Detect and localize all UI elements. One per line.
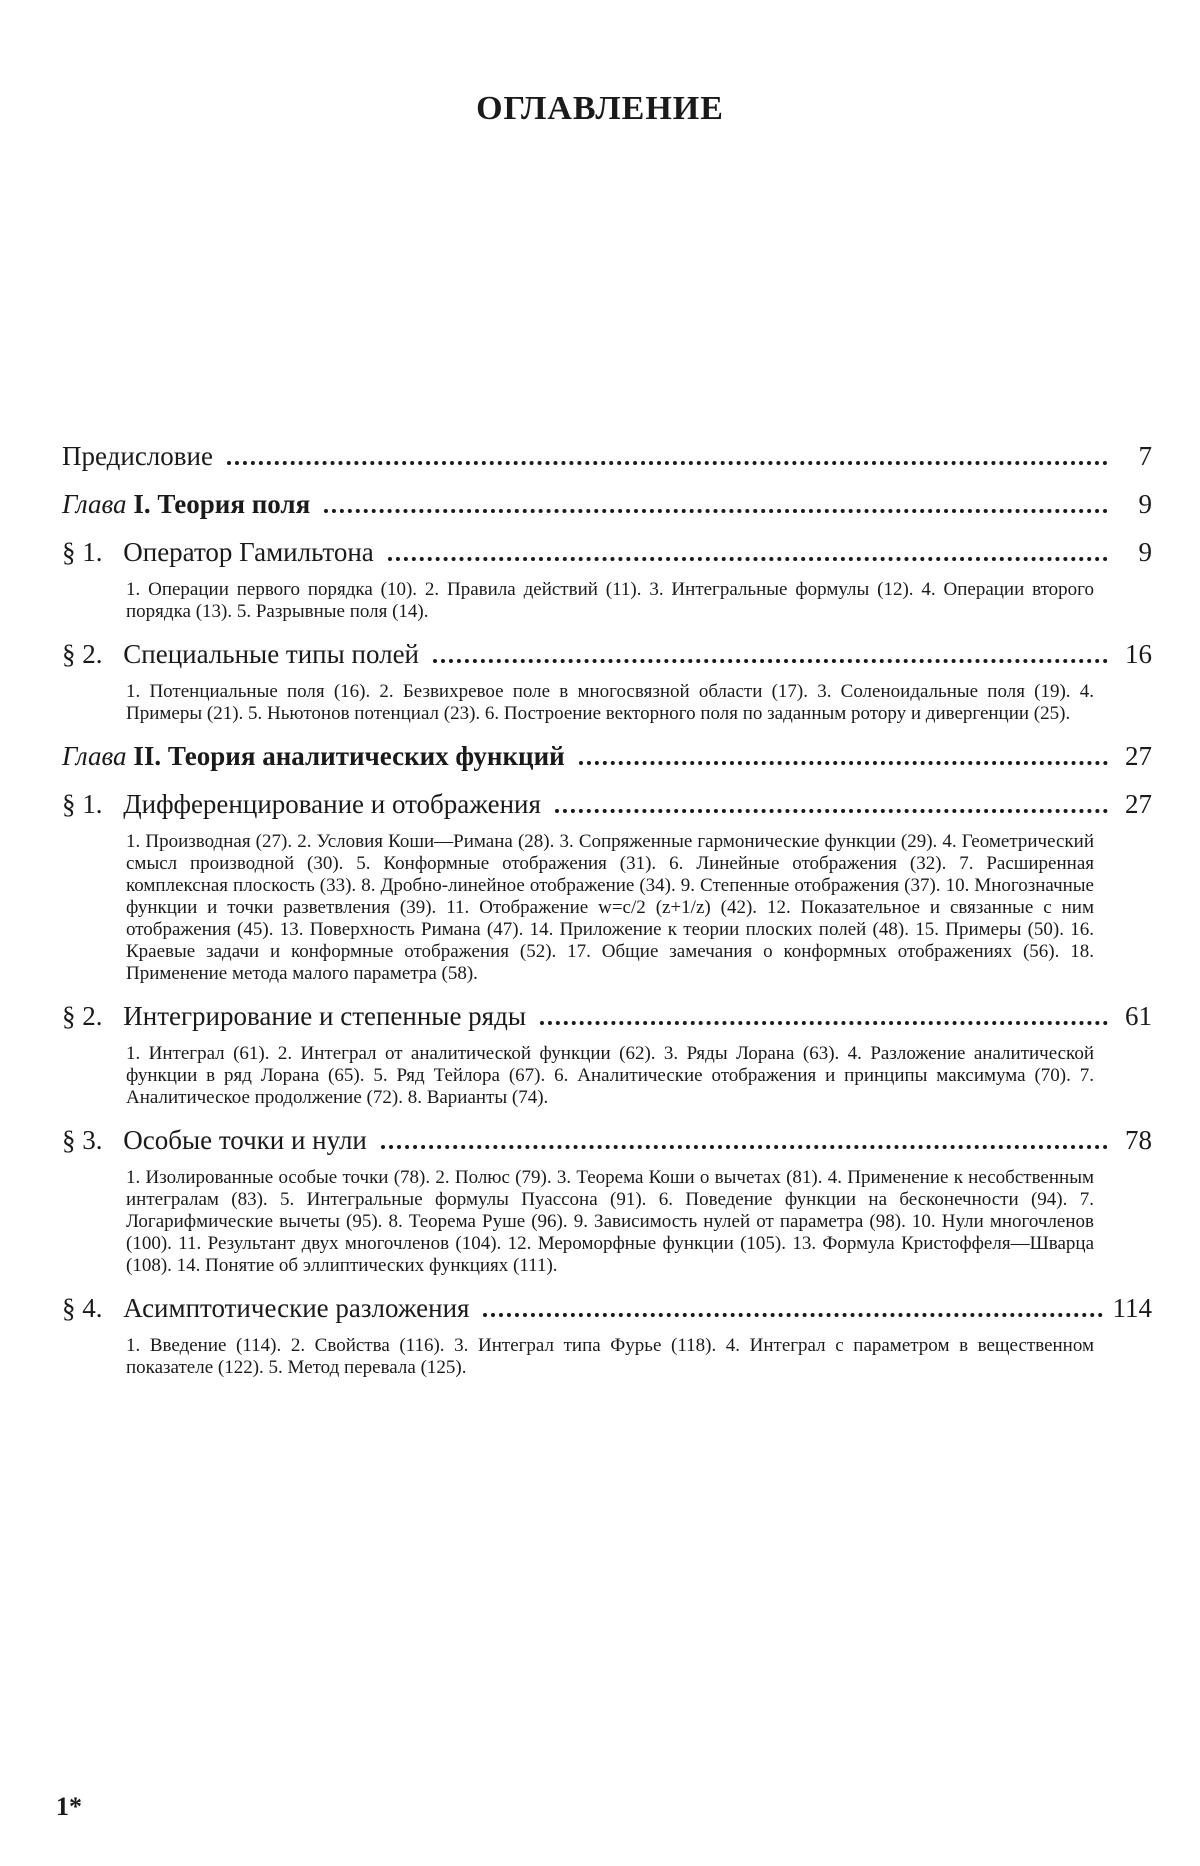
dot-leader <box>388 556 1108 561</box>
entry-label <box>62 999 526 1033</box>
entry-title: Специальные типы полей <box>123 639 420 669</box>
section-number: § 2. <box>62 639 103 669</box>
entry-title: Оператор Гамильтона <box>123 537 374 567</box>
dot-leader <box>227 460 1108 465</box>
section-description: 1. Производная (27). 2. Условия Коши—Римана (28). 3. Сопряженные гармонические функции (29). 4. Геометрический смысл производной (30). 5. Конформные отображения (31). 6. Линейные отображения (32). 7. Расширенная комплексная плоскость (33). 8. Дробно-линейное отображение (34). 9. Степенные отображения (37). 10. Многозначные функции и точки разветвления (39). 11. Отображение w=c/2 (z+1/z) (42). 12. Показательное и связанные с ним отображения (45). 13. Поверхность Римана (47). 14. Приложение к теории плоских полей (48). 15. Примеры (50). 16. Краевые задачи и конформные отображения (52). 17. Общие замечания о конформных отображениях (56). 18. Применение метода малого параметра (58). <box>126 831 1094 984</box>
chapter-word: Глава <box>62 489 127 519</box>
entry-page-number: 16 <box>1125 639 1152 669</box>
entry-page-number: 9 <box>1138 537 1152 567</box>
entry-page-number: 7 <box>1138 441 1152 471</box>
toc-entry-section <box>62 999 1152 1033</box>
toc-entry-section <box>62 787 1152 821</box>
section-description: 1. Интеграл (61). 2. Интеграл от аналитической функции (62). 3. Ряды Лорана (63). 4. Разложение аналитической функции в ряд Лорана (65). 5. Ряд Тейлора (67). 6. Аналитические отображения и принципы максимума (70). 7. Аналитическое продолжение (72). 8. Варианты (74). <box>126 1043 1094 1108</box>
entry-page-number: 114 <box>1112 1293 1152 1323</box>
section-description: 1. Потенциальные поля (16). 2. Безвихревое поле в многосвязной области (17). 3. Соленоидальные поля (19). 4. Примеры (21). 5. Ньютонов потенциал (23). 6. Построение векторного поля по заданным ротору и дивергенции (25). <box>126 681 1094 724</box>
entry-label <box>62 739 565 773</box>
dot-leader <box>555 808 1108 813</box>
section-number: § 3. <box>62 1125 103 1155</box>
entry-title: I. Теория поля <box>133 489 311 519</box>
entry-title: Асимптотические разложения <box>123 1293 470 1323</box>
dot-leader <box>540 1020 1108 1025</box>
entry-page-number: 61 <box>1125 1001 1152 1031</box>
entry-label <box>62 637 419 671</box>
toc-entry-preface <box>62 439 1152 473</box>
section-number: § 1. <box>62 537 103 567</box>
section-number: § 1. <box>62 789 103 819</box>
entry-title: Дифференцирование и отображения <box>123 789 541 819</box>
section-number: § 4. <box>62 1293 103 1323</box>
entry-label <box>62 487 310 521</box>
toc-entry-section <box>62 637 1152 671</box>
entry-title: Особые точки и нули <box>123 1125 367 1155</box>
section-description: 1. Операции первого порядка (10). 2. Правила действий (11). 3. Интегральные формулы (12). 4. Операции второго порядка (13). 5. Разрывные поля (14). <box>126 579 1094 622</box>
section-number: § 2. <box>62 1001 103 1031</box>
section-description: 1. Введение (114). 2. Свойства (116). 3. Интеграл типа Фурье (118). 4. Интеграл с параметром в вещественном показателе (122). 5. Метод перевала (125). <box>126 1335 1094 1378</box>
entry-page-number: 27 <box>1125 741 1152 771</box>
toc-entry-chapter-2 <box>62 739 1152 773</box>
entry-title: Предисловие <box>62 441 213 471</box>
toc-entry-chapter-1 <box>62 487 1152 521</box>
entry-page-number: 9 <box>1138 489 1152 519</box>
entry-label <box>62 1123 367 1157</box>
chapter-word: Глава <box>62 741 127 771</box>
entry-label <box>62 535 374 569</box>
signature-mark: 1* <box>56 1792 82 1821</box>
toc-entry-section <box>62 1291 1152 1325</box>
dot-leader <box>579 760 1108 765</box>
section-description: 1. Изолированные особые точки (78). 2. Полюс (79). 3. Теорема Коши о вычетах (81). 4. Применение к несобственным интегралам (83). 5. Интегральные формулы Пуассона (91). 6. Поведение функции на бесконечности (94). 7. Логарифмические вычеты (95). 8. Теорема Руше (96). 9. Зависимость нулей от параметра (98). 10. Нули многочленов (100). 11. Результант двух многочленов (104). 12. Мероморфные функции (105). 13. Формула Кристоффеля—Шварца (108). 14. Понятие об эллиптических функциях (111). <box>126 1167 1094 1276</box>
entry-label <box>62 1291 469 1325</box>
entry-title: II. Теория аналитических функций <box>133 741 565 771</box>
toc-entry-section <box>62 535 1152 569</box>
dot-leader <box>381 1144 1108 1149</box>
entry-label <box>62 439 213 473</box>
toc-entry-section <box>62 1123 1152 1157</box>
entry-page-number: 78 <box>1125 1125 1152 1155</box>
entry-title: Интегрирование и степенные ряды <box>123 1001 526 1031</box>
entry-label <box>62 787 541 821</box>
dot-leader <box>324 508 1108 513</box>
dot-leader <box>483 1312 1102 1317</box>
page-title: ОГЛАВЛЕНИЕ <box>476 90 724 127</box>
dot-leader <box>433 658 1108 663</box>
table-of-contents <box>62 425 1152 1391</box>
entry-page-number: 27 <box>1125 789 1152 819</box>
